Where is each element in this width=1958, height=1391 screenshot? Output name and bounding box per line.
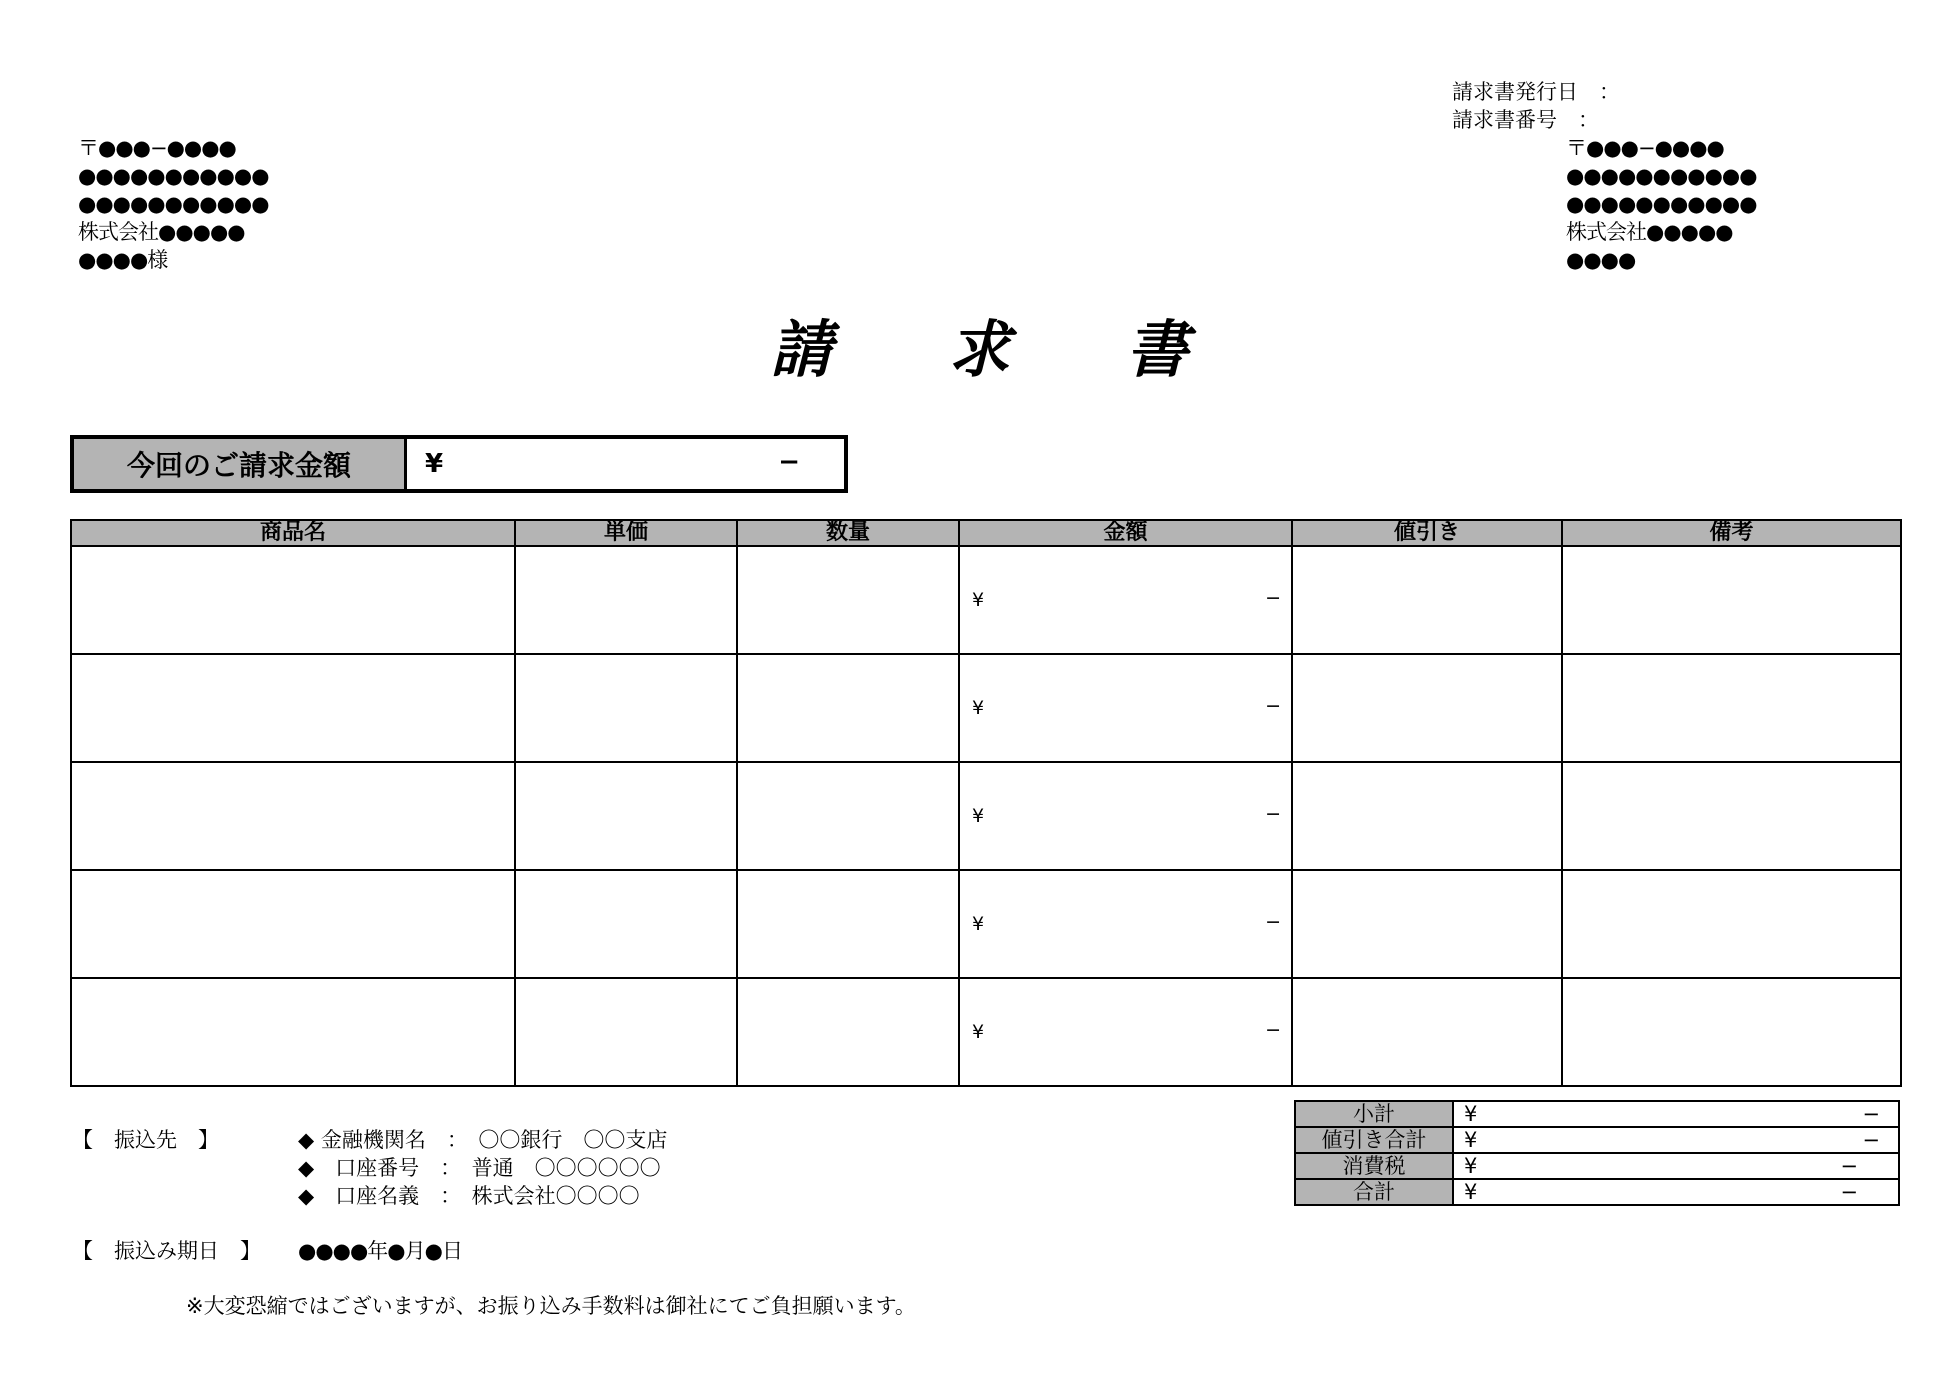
fee-note: ※大変恐縮ではございますが、お振り込み手数料は御社にてご負担願います。 — [186, 1294, 916, 1318]
cell-unit-price[interactable] — [515, 546, 737, 654]
cell-amount[interactable] — [959, 762, 1292, 870]
cell-quantity[interactable] — [737, 654, 959, 762]
recipient-company: 株式会社●●●●● — [78, 220, 245, 244]
cell-product-name[interactable] — [71, 870, 515, 978]
yen-symbol: ¥ — [972, 697, 985, 719]
deadline-heading: 【 振込み期日 】 — [72, 1239, 261, 1263]
deadline-date: ●●●●年●月●日 — [298, 1239, 462, 1263]
cell-amount[interactable] — [959, 654, 1292, 762]
transfer-heading: 【 振込先 】 — [72, 1128, 219, 1152]
recipient-person: ●●●●様 — [78, 248, 168, 272]
recipient-block — [78, 134, 269, 274]
transfer-bank: ◆ 金融機関名 ： 〇〇銀行 〇〇支店 — [298, 1128, 668, 1152]
header-quantity: 数量 — [737, 520, 959, 546]
sender-postal: 〒●●●−●●●● — [1566, 136, 1724, 160]
yen-symbol: ¥ — [425, 449, 444, 479]
yen-symbol: ¥ — [1464, 1154, 1478, 1178]
invoice-amount-value[interactable] — [407, 439, 844, 489]
recipient-address-2: ●●●●●●●●●●● — [78, 192, 269, 216]
amount-dash: − — [1265, 695, 1281, 717]
table-header-row — [71, 520, 1901, 546]
transfer-account-number: ◆ 口座番号 ： 普通 〇〇〇〇〇〇 — [298, 1156, 661, 1180]
cell-product-name[interactable] — [71, 762, 515, 870]
table-row — [71, 654, 1901, 762]
header-amount: 金額 — [959, 520, 1292, 546]
amount-dash: − — [1862, 1128, 1880, 1152]
cell-remarks[interactable] — [1562, 654, 1901, 762]
grand-total-label: 合計 — [1295, 1179, 1453, 1205]
sender-address-1: ●●●●●●●●●●● — [1566, 164, 1757, 188]
table-row — [71, 870, 1901, 978]
issue-date-label: 請求書発行日 ： — [1452, 80, 1620, 104]
amount-dash: − — [778, 447, 800, 477]
cell-amount[interactable] — [959, 870, 1292, 978]
yen-symbol: ¥ — [1464, 1102, 1478, 1126]
amount-dash: − — [1862, 1102, 1880, 1126]
cell-discount[interactable] — [1292, 546, 1562, 654]
table-row — [71, 546, 1901, 654]
amount-dash: − — [1840, 1180, 1858, 1204]
sender-company: 株式会社●●●●● — [1566, 220, 1733, 244]
totals-row-tax — [1295, 1153, 1899, 1179]
sender-block — [1566, 134, 1757, 274]
subtotal-value[interactable] — [1453, 1101, 1899, 1127]
totals-row-subtotal — [1295, 1101, 1899, 1127]
yen-symbol: ¥ — [972, 913, 985, 935]
cell-quantity[interactable] — [737, 870, 959, 978]
cell-amount[interactable] — [959, 978, 1292, 1086]
invoice-number-label: 請求書番号 ： — [1452, 108, 1599, 132]
invoice-amount-label: 今回のご請求金額 — [74, 439, 407, 489]
cell-discount[interactable] — [1292, 762, 1562, 870]
page-title — [0, 300, 1958, 389]
subtotal-label: 小計 — [1295, 1101, 1453, 1127]
tax-value[interactable] — [1453, 1153, 1899, 1179]
sender-person: ●●●● — [1566, 248, 1636, 272]
cell-remarks[interactable] — [1562, 870, 1901, 978]
transfer-account-name: ◆ 口座名義 ： 株式会社〇〇〇〇 — [298, 1184, 640, 1208]
recipient-address-1: ●●●●●●●●●●● — [78, 164, 269, 188]
discount-total-label: 値引き合計 — [1295, 1127, 1453, 1153]
grand-total-value[interactable] — [1453, 1179, 1899, 1205]
cell-product-name[interactable] — [71, 654, 515, 762]
header-product-name: 商品名 — [71, 520, 515, 546]
cell-product-name[interactable] — [71, 978, 515, 1086]
cell-unit-price[interactable] — [515, 654, 737, 762]
yen-symbol: ¥ — [972, 805, 985, 827]
cell-amount[interactable] — [959, 546, 1292, 654]
amount-dash: − — [1265, 803, 1281, 825]
yen-symbol: ¥ — [972, 1021, 985, 1043]
items-table — [70, 519, 1902, 1087]
totals-table — [1294, 1100, 1900, 1206]
cell-unit-price[interactable] — [515, 762, 737, 870]
cell-discount[interactable] — [1292, 978, 1562, 1086]
cell-remarks[interactable] — [1562, 978, 1901, 1086]
header-unit-price: 単価 — [515, 520, 737, 546]
cell-quantity[interactable] — [737, 978, 959, 1086]
title-char-2: 求 — [947, 313, 1010, 386]
table-row — [71, 762, 1901, 870]
yen-symbol: ¥ — [972, 589, 985, 611]
cell-remarks[interactable] — [1562, 546, 1901, 654]
cell-quantity[interactable] — [737, 546, 959, 654]
totals-row-discount-total — [1295, 1127, 1899, 1153]
cell-unit-price[interactable] — [515, 870, 737, 978]
recipient-postal: 〒●●●−●●●● — [78, 136, 236, 160]
cell-product-name[interactable] — [71, 546, 515, 654]
invoice-amount-box — [70, 435, 848, 493]
amount-dash: − — [1265, 911, 1281, 933]
cell-quantity[interactable] — [737, 762, 959, 870]
totals-row-grand-total — [1295, 1179, 1899, 1205]
transfer-details — [298, 1126, 667, 1210]
cell-discount[interactable] — [1292, 654, 1562, 762]
header-remarks: 備考 — [1562, 520, 1901, 546]
cell-unit-price[interactable] — [515, 978, 737, 1086]
title-char-1: 請 — [769, 313, 832, 386]
header-discount: 値引き — [1292, 520, 1562, 546]
amount-dash: − — [1265, 587, 1281, 609]
amount-dash: − — [1265, 1019, 1281, 1041]
sender-address-2: ●●●●●●●●●●● — [1566, 192, 1757, 216]
discount-total-value[interactable] — [1453, 1127, 1899, 1153]
yen-symbol: ¥ — [1464, 1180, 1478, 1204]
table-row — [71, 978, 1901, 1086]
yen-symbol: ¥ — [1464, 1128, 1478, 1152]
amount-dash: − — [1840, 1154, 1858, 1178]
cell-remarks[interactable] — [1562, 762, 1901, 870]
tax-label: 消費税 — [1295, 1153, 1453, 1179]
cell-discount[interactable] — [1292, 870, 1562, 978]
title-char-3: 書 — [1126, 313, 1189, 386]
